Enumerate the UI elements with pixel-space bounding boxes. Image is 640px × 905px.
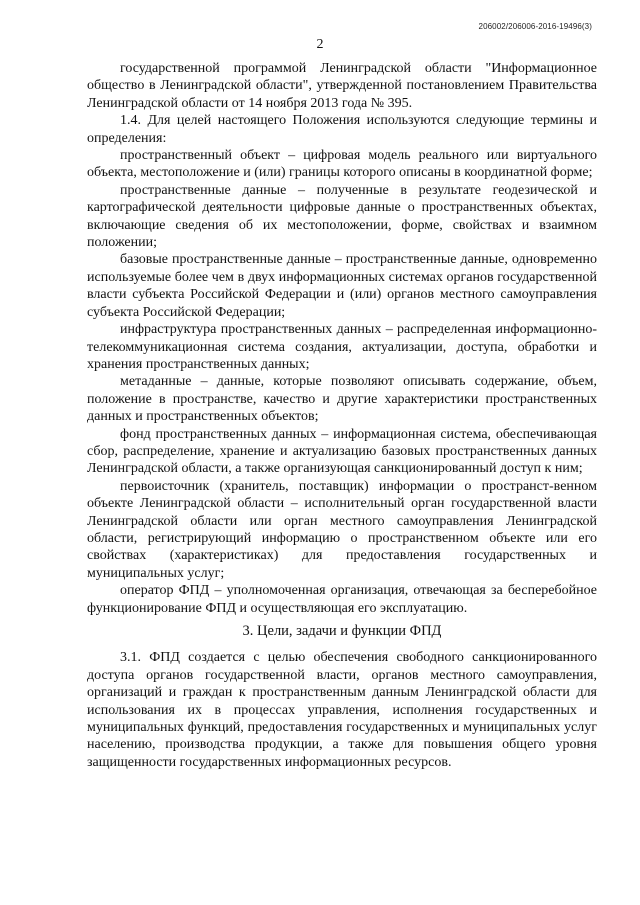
document-id: 206002/206006-2016-19496(3)	[478, 22, 592, 31]
paragraph: 1.4. Для целей настоящего Положения используются следующие термины и определения:	[87, 113, 597, 146]
definition-paragraph: фонд пространственных данных – информационная система, обеспечивающая сбор, распределение, хранение и актуализацию базовых пространственных данных Ленинградской области, а также организующая санкционированный доступ к ним;	[87, 426, 597, 477]
paragraph: государственной программой Ленинградской области "Информационное общество в Ленинградской области", утвержденной постановлением Правительства Ленинградской области от 14 ноября 2013 года № 395.	[87, 61, 597, 111]
page-number: 2	[316, 37, 324, 52]
definition-paragraph: первоисточник (хранитель, поставщик) информации о пространст-венном объекте Ленинградской области – исполнительный орган государственной власти Ленинградской области или орган местного самоуправления Ленинградской области, регистрирующий информацию о пространственном объекте или его свойствах (характеристиках) для предоставления государственных и муниципальных услуг;	[87, 478, 597, 581]
definition-paragraph: инфраструктура пространственных данных – распределенная информационно-телекоммуникационная система создания, актуализации, доступа, обработки и хранения пространственных данных;	[87, 322, 597, 372]
definition-paragraph: пространственный объект – цифровая модель реального или виртуального объекта, местоположение и (или) границы которого описаны в координатной форме;	[87, 148, 597, 181]
paragraph: 3.1. ФПД создается с целью обеспечения свободного санкционированного доступа органов государственной власти, органов местного самоуправления, организаций и граждан к пространственным данным Ленинградской области для использования их в процессах управления, исполнения государственных и муниципальных функций, предоставления государственных и муниципальных услуг населению, производства продукции, а также для повышения общего уровня защищенности государственных информационных ресурсов.	[87, 650, 597, 770]
definition-paragraph: оператор ФПД – уполномоченная организация, отвечающая за бесперебойное функционирование ФПД и осуществляющая его эксплуатацию.	[87, 583, 597, 616]
definition-paragraph: базовые пространственные данные – пространственные данные, одновременно используемые более чем в двух информационных системах органов государственной власти субъекта Российской Федерации и (или) органов местного самоуправления субъекта Российской Федерации;	[87, 252, 597, 320]
definition-paragraph: пространственные данные – полученные в результате геодезической и картографической деятельности цифровые данные о пространственных объектах, включающие сведения об их местоположении, форме, свойствах и взаимном положении;	[87, 182, 597, 251]
section-heading: 3. Цели, задачи и функции ФПД	[242, 623, 442, 639]
definition-paragraph: метаданные – данные, которые позволяют описывать содержание, объем, положение в пространстве, качество и другие характеристики пространственных данных и пространственных объектов;	[87, 374, 597, 425]
document-body	[87, 60, 597, 771]
